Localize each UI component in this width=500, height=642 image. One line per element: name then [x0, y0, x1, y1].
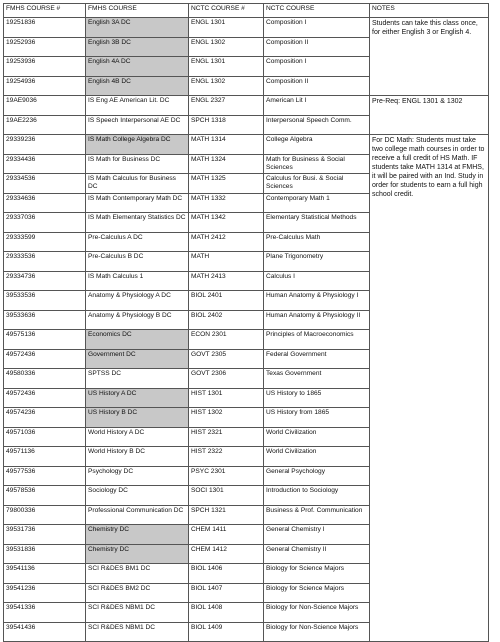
nctc-course-number-cell: PSYC 2301 [189, 466, 264, 486]
nctc-course-number-cell: BIOL 1408 [189, 603, 264, 623]
fmhs-course-cell: SCI R&DES BM1 DC [86, 564, 189, 584]
fmhs-course-number-cell: 29339236 [4, 135, 86, 155]
nctc-course-number-cell: BIOL 1409 [189, 622, 264, 642]
fmhs-course-cell: IS Math College Algebra DC [86, 135, 189, 155]
fmhs-course-cell: English 3B DC [86, 37, 189, 57]
fmhs-course-cell: Professional Communication DC [86, 505, 189, 525]
nctc-course-cell: Composition I [264, 18, 370, 38]
nctc-course-number-cell: MATH [189, 252, 264, 272]
nctc-course-cell: General Psychology [264, 466, 370, 486]
nctc-course-cell: World Civilization [264, 427, 370, 447]
header-fmhs-course-number: FMHS COURSE # [4, 4, 86, 18]
nctc-course-cell: Contemporary Math 1 [264, 193, 370, 213]
nctc-course-cell: Math for Business & Social Sciences [264, 154, 370, 174]
nctc-course-number-cell: HIST 1301 [189, 388, 264, 408]
fmhs-course-number-cell: 29333536 [4, 252, 86, 272]
nctc-course-number-cell: SPCH 1318 [189, 115, 264, 135]
fmhs-course-cell: IS Math for Business DC [86, 154, 189, 174]
fmhs-course-cell: US History B DC [86, 408, 189, 428]
nctc-course-number-cell: GOVT 2306 [189, 369, 264, 389]
fmhs-course-cell: Chemistry DC [86, 525, 189, 545]
fmhs-course-cell: Economics DC [86, 330, 189, 350]
fmhs-course-number-cell: 49571136 [4, 447, 86, 467]
fmhs-course-cell: Sociology DC [86, 486, 189, 506]
fmhs-course-cell: SPTSS DC [86, 369, 189, 389]
nctc-course-cell: College Algebra [264, 135, 370, 155]
nctc-course-number-cell: GOVT 2305 [189, 349, 264, 369]
fmhs-course-number-cell: 29337036 [4, 213, 86, 233]
nctc-course-number-cell: BIOL 1407 [189, 583, 264, 603]
fmhs-course-number-cell: 39533536 [4, 291, 86, 311]
nctc-course-cell: General Chemistry I [264, 525, 370, 545]
nctc-course-number-cell: ENGL 1301 [189, 18, 264, 38]
notes-cell: Students can take this class once, for either English 3 or English 4. [370, 18, 489, 96]
header-fmhs-course: FMHS COURSE [86, 4, 189, 18]
fmhs-course-number-cell: 49572436 [4, 388, 86, 408]
fmhs-course-number-cell: 49577536 [4, 466, 86, 486]
notes-cell: For DC Math: Students must take two college math courses in order to receive a full credit of HS Math. IF students take MATH 1314 at FMHS, it will be paired with an Ind. Study in order for students to earn a full high school credit. [370, 135, 489, 642]
nctc-course-cell: Calculus I [264, 271, 370, 291]
header-notes: NOTES [370, 4, 489, 18]
fmhs-course-cell: IS Math Calculus 1 [86, 271, 189, 291]
nctc-course-cell: Biology for Non-Science Majors [264, 622, 370, 642]
fmhs-course-cell: Pre-Calculus A DC [86, 232, 189, 252]
nctc-course-number-cell: BIOL 2402 [189, 310, 264, 330]
nctc-course-cell: Texas Government [264, 369, 370, 389]
nctc-course-number-cell: ENGL 1302 [189, 37, 264, 57]
nctc-course-cell: US History from 1865 [264, 408, 370, 428]
fmhs-course-cell: English 4B DC [86, 76, 189, 96]
fmhs-course-cell: English 3A DC [86, 18, 189, 38]
fmhs-course-number-cell: 49575136 [4, 330, 86, 350]
nctc-course-number-cell: HIST 1302 [189, 408, 264, 428]
nctc-course-cell: Plane Trigonometry [264, 252, 370, 272]
nctc-course-cell: Biology for Non-Science Majors [264, 603, 370, 623]
fmhs-course-number-cell: 29334636 [4, 193, 86, 213]
nctc-course-number-cell: MATH 1314 [189, 135, 264, 155]
nctc-course-number-cell: MATH 2413 [189, 271, 264, 291]
nctc-course-number-cell: BIOL 2401 [189, 291, 264, 311]
header-row [4, 4, 489, 18]
fmhs-course-number-cell: 19251836 [4, 18, 86, 38]
nctc-course-cell: Calculus for Busi. & Social Sciences [264, 174, 370, 194]
fmhs-course-number-cell: 29334536 [4, 174, 86, 194]
nctc-course-number-cell: MATH 1332 [189, 193, 264, 213]
nctc-course-cell: Federal Government [264, 349, 370, 369]
fmhs-course-cell: Pre-Calculus B DC [86, 252, 189, 272]
fmhs-course-cell: English 4A DC [86, 57, 189, 77]
fmhs-course-cell: World History A DC [86, 427, 189, 447]
nctc-course-number-cell: BIOL 1406 [189, 564, 264, 584]
fmhs-course-cell: Chemistry DC [86, 544, 189, 564]
fmhs-course-number-cell: 49574236 [4, 408, 86, 428]
fmhs-course-cell: Government DC [86, 349, 189, 369]
nctc-course-cell: Composition II [264, 37, 370, 57]
table-row [4, 18, 489, 38]
fmhs-course-number-cell: 29334736 [4, 271, 86, 291]
nctc-course-cell: Composition II [264, 76, 370, 96]
fmhs-course-number-cell: 39541136 [4, 564, 86, 584]
nctc-course-cell: US History to 1865 [264, 388, 370, 408]
nctc-course-number-cell: MATH 1325 [189, 174, 264, 194]
nctc-course-number-cell: MATH 1324 [189, 154, 264, 174]
fmhs-course-cell: Psychology DC [86, 466, 189, 486]
fmhs-course-number-cell: 39541236 [4, 583, 86, 603]
nctc-course-cell: Interpersonal Speech Comm. [264, 115, 370, 135]
fmhs-course-number-cell: 29333599 [4, 232, 86, 252]
nctc-course-number-cell: ECON 2301 [189, 330, 264, 350]
fmhs-course-cell: IS Eng AE American Lit. DC [86, 96, 189, 116]
fmhs-course-number-cell: 49571036 [4, 427, 86, 447]
fmhs-course-cell: SCI R&DES NBM1 DC [86, 622, 189, 642]
nctc-course-number-cell: CHEM 1411 [189, 525, 264, 545]
fmhs-course-cell: SCI R&DES NBM1 DC [86, 603, 189, 623]
fmhs-course-number-cell: 19AE2236 [4, 115, 86, 135]
fmhs-course-number-cell: 39531736 [4, 525, 86, 545]
nctc-course-cell: Principles of Macroeconomics [264, 330, 370, 350]
header-nctc-course: NCTC COURSE [264, 4, 370, 18]
fmhs-course-cell: US History A DC [86, 388, 189, 408]
fmhs-course-number-cell: 19252936 [4, 37, 86, 57]
nctc-course-number-cell: SPCH 1321 [189, 505, 264, 525]
fmhs-course-number-cell: 79800336 [4, 505, 86, 525]
nctc-course-cell: Composition I [264, 57, 370, 77]
fmhs-course-number-cell: 19253936 [4, 57, 86, 77]
nctc-course-number-cell: MATH 1342 [189, 213, 264, 233]
nctc-course-number-cell: ENGL 1302 [189, 76, 264, 96]
fmhs-course-number-cell: 39533636 [4, 310, 86, 330]
course-equivalency-table [3, 3, 489, 642]
nctc-course-number-cell: SOCI 1301 [189, 486, 264, 506]
fmhs-course-number-cell: 19254936 [4, 76, 86, 96]
fmhs-course-cell: Anatomy & Physiology B DC [86, 310, 189, 330]
table-body [4, 18, 489, 642]
nctc-course-cell: American Lit I [264, 96, 370, 116]
nctc-course-cell: Business & Prof. Communication [264, 505, 370, 525]
nctc-course-cell: Pre-Calculus Math [264, 232, 370, 252]
fmhs-course-number-cell: 49572436 [4, 349, 86, 369]
fmhs-course-number-cell: 19AE9036 [4, 96, 86, 116]
fmhs-course-number-cell: 39541436 [4, 622, 86, 642]
nctc-course-cell: Human Anatomy & Physiology II [264, 310, 370, 330]
nctc-course-number-cell: ENGL 2327 [189, 96, 264, 116]
nctc-course-number-cell: CHEM 1412 [189, 544, 264, 564]
fmhs-course-cell: World History B DC [86, 447, 189, 467]
fmhs-course-cell: IS Math Contemporary Math DC [86, 193, 189, 213]
fmhs-course-cell: IS Math Calculus for Business DC [86, 174, 189, 194]
fmhs-course-number-cell: 39531836 [4, 544, 86, 564]
fmhs-course-cell: IS Speech Interpersonal AE DC [86, 115, 189, 135]
nctc-course-number-cell: HIST 2322 [189, 447, 264, 467]
header-nctc-course-number: NCTC COURSE # [189, 4, 264, 18]
nctc-course-cell: Human Anatomy & Physiology I [264, 291, 370, 311]
nctc-course-cell: World Civilization [264, 447, 370, 467]
fmhs-course-number-cell: 49578536 [4, 486, 86, 506]
table-row [4, 135, 489, 155]
nctc-course-cell: Introduction to Sociology [264, 486, 370, 506]
notes-cell: Pre-Req: ENGL 1301 & 1302 [370, 96, 489, 135]
nctc-course-cell: Elementary Statistical Methods [264, 213, 370, 233]
nctc-course-cell: Biology for Science Majors [264, 583, 370, 603]
fmhs-course-number-cell: 29334436 [4, 154, 86, 174]
fmhs-course-cell: SCI R&DES BM2 DC [86, 583, 189, 603]
nctc-course-number-cell: ENGL 1301 [189, 57, 264, 77]
nctc-course-number-cell: HIST 2321 [189, 427, 264, 447]
nctc-course-number-cell: MATH 2412 [189, 232, 264, 252]
fmhs-course-number-cell: 49580336 [4, 369, 86, 389]
fmhs-course-cell: Anatomy & Physiology A DC [86, 291, 189, 311]
fmhs-course-number-cell: 39541336 [4, 603, 86, 623]
nctc-course-cell: Biology for Science Majors [264, 564, 370, 584]
nctc-course-cell: General Chemistry II [264, 544, 370, 564]
table-row [4, 96, 489, 116]
fmhs-course-cell: IS Math Elementary Statistics DC [86, 213, 189, 233]
